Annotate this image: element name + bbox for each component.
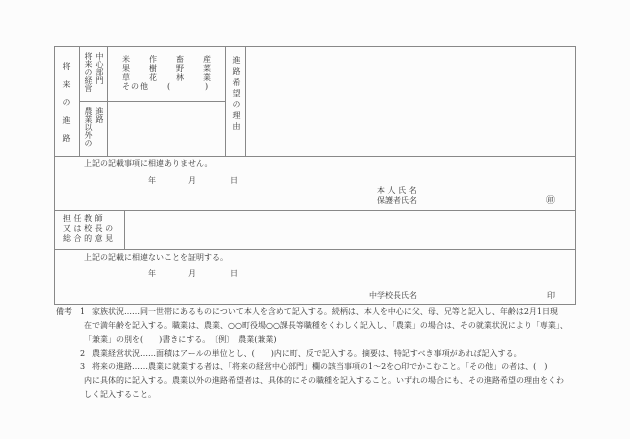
option-forestry[interactable]: 林 bbox=[176, 73, 184, 82]
student-name-label: 本 人 氏 名 bbox=[377, 186, 417, 195]
note-1-line1: 家族状況……同一世帯にあるものについて本人を含めて記入する。続柄は、本人を中心に父、母、兄等と記入し、年齢は2月1日現 bbox=[92, 307, 559, 316]
certification-month[interactable]: 月 bbox=[188, 269, 196, 278]
notes-heading: 備考 bbox=[56, 307, 72, 316]
nonfarm-career-field[interactable] bbox=[108, 102, 225, 156]
guardian-seal: ㊞ bbox=[546, 196, 556, 206]
option-livestock-2: 産 bbox=[203, 55, 211, 64]
option-forestry-2: 業 bbox=[203, 73, 211, 82]
note-2-line1: 農業経営状況……面積はアールの単位とし、( )内に町、反で記入する。摘要は、特記すべき事項があれば記入する。 bbox=[92, 349, 522, 358]
declaration-year[interactable]: 年 bbox=[148, 176, 156, 185]
option-flower-2: 花 bbox=[149, 73, 157, 82]
certification-statement: 上記の記載に相違ないことを証明する。 bbox=[84, 253, 228, 262]
table-border-right bbox=[575, 46, 576, 304]
table-border-bottom bbox=[54, 304, 576, 305]
reason-label: 進路希望の理由 bbox=[232, 56, 241, 133]
divider bbox=[54, 249, 575, 250]
note-1-number: 1 bbox=[80, 307, 86, 316]
table-border-left bbox=[54, 46, 55, 304]
principal-name-field[interactable] bbox=[420, 291, 540, 301]
student-name-field[interactable] bbox=[420, 186, 540, 196]
note-3-number: 3 bbox=[80, 362, 86, 371]
principal-name-label: 中学校長氏名 bbox=[369, 291, 417, 300]
reason-field[interactable] bbox=[246, 47, 575, 156]
farm-label-line2: 将来の経営 bbox=[84, 52, 93, 92]
option-flower[interactable]: 草 bbox=[122, 73, 130, 82]
nonfarm-label-line1: 進路 bbox=[95, 107, 104, 123]
nonfarm-label-line2: 農業以外の bbox=[84, 107, 93, 147]
teacher-label-line3: 総 合 的 意 見 bbox=[63, 234, 114, 243]
note-3-line1: 将来の進路……農業に就業する者は、「将来の経営中心部門」欄の該当事項の1～2を○印でかこむこと。「その他」の者は、( ) bbox=[92, 362, 548, 371]
option-rice-2: 作 bbox=[149, 55, 157, 64]
option-other-open-paren: ( bbox=[167, 82, 171, 91]
divider bbox=[54, 156, 575, 157]
teacher-label-line1: 担 任 教 師 bbox=[63, 214, 103, 223]
declaration-day[interactable]: 日 bbox=[230, 176, 238, 185]
principal-seal: 印 bbox=[547, 291, 555, 300]
career-section-label: 将来の進路 bbox=[62, 62, 71, 152]
guardian-name-field[interactable] bbox=[420, 196, 540, 206]
option-livestock[interactable]: 畜 bbox=[176, 55, 184, 64]
note-3-line3: しく記入すること。 bbox=[84, 390, 156, 399]
certification-year[interactable]: 年 bbox=[148, 269, 156, 278]
teacher-label-line2: 又 は 校 長 の bbox=[63, 224, 114, 233]
option-vegetable[interactable]: 野 bbox=[176, 64, 184, 73]
note-1-line3: 「兼業」の別を( )書きにする。 〔例〕 農業(兼業) bbox=[84, 335, 277, 344]
certification-day[interactable]: 日 bbox=[230, 269, 238, 278]
declaration-month[interactable]: 月 bbox=[188, 176, 196, 185]
option-rice[interactable]: 米 bbox=[122, 55, 130, 64]
declaration-statement: 上記の記載事項に相違ありません。 bbox=[84, 159, 213, 168]
option-other-close-paren: ) bbox=[205, 82, 209, 91]
option-fruit[interactable]: 果 bbox=[122, 64, 130, 73]
guardian-name-label: 保護者氏名 bbox=[377, 196, 417, 205]
farm-label-line1: 中心部門 bbox=[95, 52, 104, 84]
note-2-number: 2 bbox=[80, 349, 86, 358]
divider bbox=[225, 46, 226, 156]
option-other[interactable]: その他 bbox=[122, 82, 149, 91]
teacher-opinion-field[interactable] bbox=[125, 211, 575, 249]
note-3-line2: 内に具体的に記入する。農業以外の進路希望者は、具体的にその職種を記入すること。いずれの場合にも、その進路希望の理由をくわ bbox=[84, 376, 564, 385]
option-fruit-2: 樹 bbox=[149, 64, 157, 73]
note-1-line2: 在で満年齢を記入する。職業は、農業、○○町役場○○課長等職種をくわしく記入し、「農業」の場合は、その就業状況により「専業」、 bbox=[84, 321, 568, 330]
option-vegetable-2: 菜 bbox=[203, 64, 211, 73]
